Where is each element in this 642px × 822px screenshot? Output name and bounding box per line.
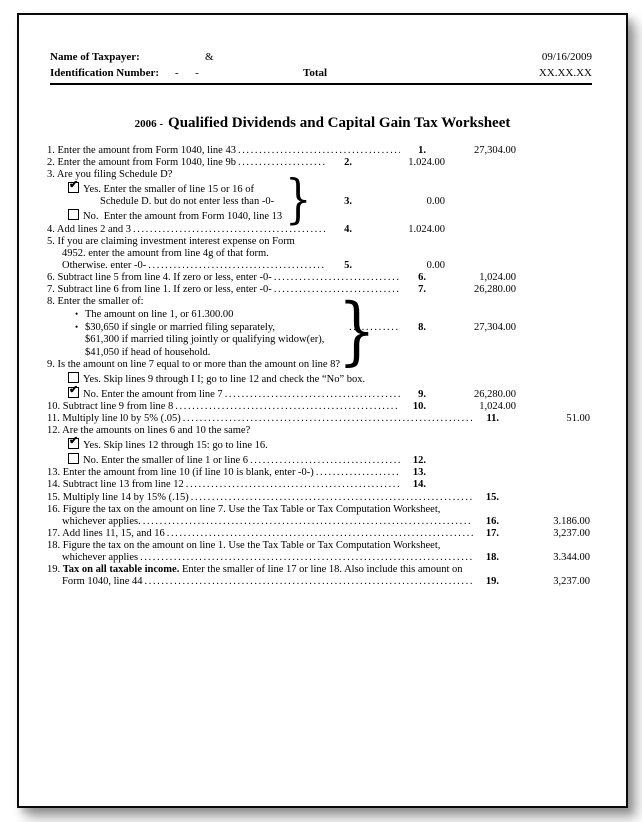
title-main: Qualified Dividends and Capital Gain Tax Worksheet [168, 115, 511, 131]
line-1 [47, 145, 590, 157]
line-11-number: 11. [486, 412, 499, 424]
line-16-number: 16. [485, 515, 499, 527]
line-8-cont1-text: $61,300 if married tiling jointly or qualifying widow(er), [85, 334, 325, 346]
line-17-number: 17. [485, 527, 499, 539]
checkbox-no-icon [68, 387, 79, 398]
line-9-question-text: 9. Is the amount on line 7 equal to or more than the amount on line 8? [47, 358, 341, 370]
line-5-text1: 5. If you are claiming investment interest expense on Form [47, 235, 295, 247]
line-2-number: 2. [344, 157, 352, 169]
line-18-text2: whichever applies [62, 552, 139, 563]
checkbox-yes-icon [68, 438, 79, 449]
checkbox-yes-icon [68, 182, 79, 193]
line-19-bold-text: Tax on all taxable income. [62, 564, 180, 576]
line-3-yes-option [68, 181, 590, 196]
line-10 [47, 401, 590, 413]
leader-dots [248, 455, 400, 467]
line-2 [47, 157, 590, 169]
line-3-number: 3. [344, 196, 352, 208]
leader-dots [272, 284, 400, 296]
brace-icon: } [285, 170, 312, 231]
leader-dots [314, 467, 400, 479]
line-7-text: 7. Subtract line 6 from line 1. If zero or less, enter -0- [47, 284, 272, 296]
line-19-number: 19. [485, 576, 499, 588]
line-6-text: 6. Subtract line 5 from line 4. If zero or less, enter -0- [47, 271, 272, 283]
line-13 [47, 467, 590, 479]
line-8-value: 27,304.00 [474, 322, 516, 334]
line-15-text: 15. Multiply line 14 by 15% (.15) [47, 491, 189, 503]
line-3-yes-text: Yes. Enter the smaller of line 15 or 16 of [83, 184, 254, 196]
header-row-id [50, 67, 592, 83]
line-3-yes-continuation [100, 196, 590, 208]
line-19-value: 3,237.00 [553, 576, 590, 588]
line-8-number: 8. [418, 322, 426, 334]
line-12-yes-text: Yes. Skip lines 12 through 15: go to line 16. [83, 440, 268, 452]
line-17-value: 3,237.00 [553, 527, 590, 539]
line-12-question-text: 12. Are the amounts on lines 6 and 10 the same? [47, 425, 251, 437]
line-8-intro: 8. Enter the smaller of: [47, 296, 144, 308]
line-12 [47, 425, 590, 467]
masked-amount: XX.XX.XX [538, 66, 592, 79]
leader-dots [272, 272, 400, 284]
line-11-value: 51.00 [566, 412, 590, 424]
line-4-value: 1.024.00 [408, 223, 445, 235]
line-18-value: 3.344.00 [553, 552, 590, 563]
identification-number-value: - - [175, 66, 199, 79]
line-2-text: 2. Enter the amount from Form 1040, line 9b [47, 157, 236, 169]
bullet-icon: • [75, 322, 79, 333]
line-16-value: 3.186.00 [553, 515, 590, 527]
header-row-name [50, 51, 592, 67]
line-9-yes-option [68, 371, 590, 386]
line-9-value: 26,280.00 [474, 388, 516, 400]
line-12-no-text: No. Enter the smaller of line 1 or line 6 [83, 455, 249, 467]
line-6-value: 1,024.00 [479, 271, 516, 283]
line-4-number: 4. [344, 223, 352, 235]
line-10-text: 10. Subtract line 9 from line 8 [47, 400, 174, 412]
line-3-question [47, 169, 590, 181]
leader-dots [143, 576, 474, 588]
leader-dots [181, 413, 473, 425]
line-13-text: 13. Enter the amount from line 10 (if line 10 is blank, enter -0-) [47, 467, 314, 479]
leader-dots [189, 492, 473, 504]
line-2-value: 1.024.00 [408, 157, 445, 169]
line-14 [47, 479, 590, 491]
line-8-bullet2-text: $30,650 if single or married filing separately, [85, 322, 276, 334]
line-9-number: 9. [418, 388, 426, 400]
checkbox-no-icon [68, 209, 79, 220]
line-9-yes-text: Yes. Skip lines 9 through I I; go to line 12 and check the “No” box. [83, 373, 366, 385]
line-10-number: 10. [412, 400, 426, 412]
line-17-text: 17. Add lines 11, 15, and 16 [47, 527, 165, 539]
line-12-number: 12. [412, 455, 426, 467]
line-14-text: 14. Subtract line 13 from line 12 [47, 479, 184, 491]
line-1-text: 1. Enter the amount from Form 1040, line 43 [47, 145, 236, 156]
leader-dots [184, 479, 400, 491]
line-14-number: 14. [412, 479, 426, 491]
line-6 [47, 272, 590, 284]
brace-icon: } [338, 288, 376, 375]
line-4-text: 4. Add lines 2 and 3 [47, 223, 131, 235]
leader-dots [236, 157, 326, 169]
line-5-text3: Otherwise. enter -0- [62, 259, 147, 271]
bullet-icon: • [75, 309, 79, 320]
line-13-number: 13. [412, 467, 426, 479]
line-18-number: 18. [485, 552, 499, 563]
taxpayer-name-label: Name of Taxpayer: [50, 51, 140, 63]
document-page [17, 13, 628, 808]
leader-dots [141, 516, 473, 528]
line-16-text1: 16. Figure the tax on the amount on line 7. Use the Tax Table or Tax Computation Worksheet, [47, 503, 441, 515]
line-11 [47, 413, 590, 425]
line-9-no-text: No. Enter the amount from line 7 [83, 388, 223, 400]
line-1-value: 27,304.00 [474, 145, 516, 156]
worksheet-title [19, 114, 626, 132]
line-18 [47, 540, 590, 564]
identification-number-label: Identification Number: [50, 66, 160, 79]
line-19 [47, 564, 590, 588]
checkbox-no-icon [68, 453, 79, 464]
line-12-no-option [68, 452, 590, 467]
total-column-label: Total [303, 66, 328, 79]
line-15-number: 15. [485, 491, 499, 503]
line-12-yes-option [68, 437, 590, 452]
leader-dots [223, 389, 400, 401]
line-11-text: 11. Multiply line l0 by 5% (.05) [47, 412, 181, 424]
line-3-no-text: No. Enter the amount from Form 1040, line 13 [83, 211, 283, 223]
line-5-value: 0.00 [426, 259, 445, 271]
line-16 [47, 504, 590, 528]
line-9 [47, 359, 590, 401]
leader-dots [138, 552, 473, 564]
line-8-bullet-1 [75, 308, 590, 321]
line-8-cont2-text: $41,050 if head of household. [85, 346, 211, 358]
line-3-question-text: 3. Are you filing Schedule D? [47, 169, 173, 181]
line-8-bullet1-text: The amount on line 1, or 61.300.00 [85, 309, 234, 321]
leader-dots [173, 401, 400, 413]
line-1-number: 1. [418, 145, 426, 156]
leader-dots [146, 260, 326, 272]
document-header [50, 51, 592, 85]
worksheet-body [19, 145, 626, 588]
line-7-number: 7. [418, 284, 426, 296]
line-16-text2: whichever applies. [62, 515, 141, 527]
leader-dots [165, 528, 473, 540]
line-8-bullet-2 [75, 321, 590, 334]
taxpayer-name-value: & [205, 51, 214, 63]
line-5-number: 5. [344, 259, 352, 271]
line-9-no-option [68, 386, 590, 401]
line-17 [47, 528, 590, 540]
line-7 [47, 284, 590, 296]
line-4 [47, 224, 590, 236]
line-15 [47, 492, 590, 504]
checkbox-yes-icon [68, 372, 79, 383]
line-19-prefix: 19. [47, 564, 63, 576]
line-18-text1: 18. Figure the tax on the amount on line 1. Use the Tax Table or Tax Computation Worksheet, [47, 539, 441, 551]
line-5-text2: 4952. enter the amount from line 4g of that form. [62, 247, 269, 259]
line-5 [47, 236, 590, 272]
line-19-text2: Form 1040, line 44 [62, 576, 143, 588]
leader-dots [236, 145, 400, 157]
report-date: 09/16/2009 [541, 51, 592, 63]
line-3-no-option [68, 208, 590, 223]
line-10-value: 1,024.00 [479, 400, 516, 412]
line-19-rest-text: Enter the smaller of line 17 or line 18. Also include this amount on [179, 564, 463, 576]
line-7-value: 26,280.00 [474, 284, 516, 296]
line-3-value: 0.00 [426, 196, 445, 208]
line-6-number: 6. [418, 271, 426, 283]
line-3-yes-text2: Schedule D. but do not enter less than -0- [100, 196, 275, 208]
title-year-prefix: 2006 - [134, 118, 164, 130]
